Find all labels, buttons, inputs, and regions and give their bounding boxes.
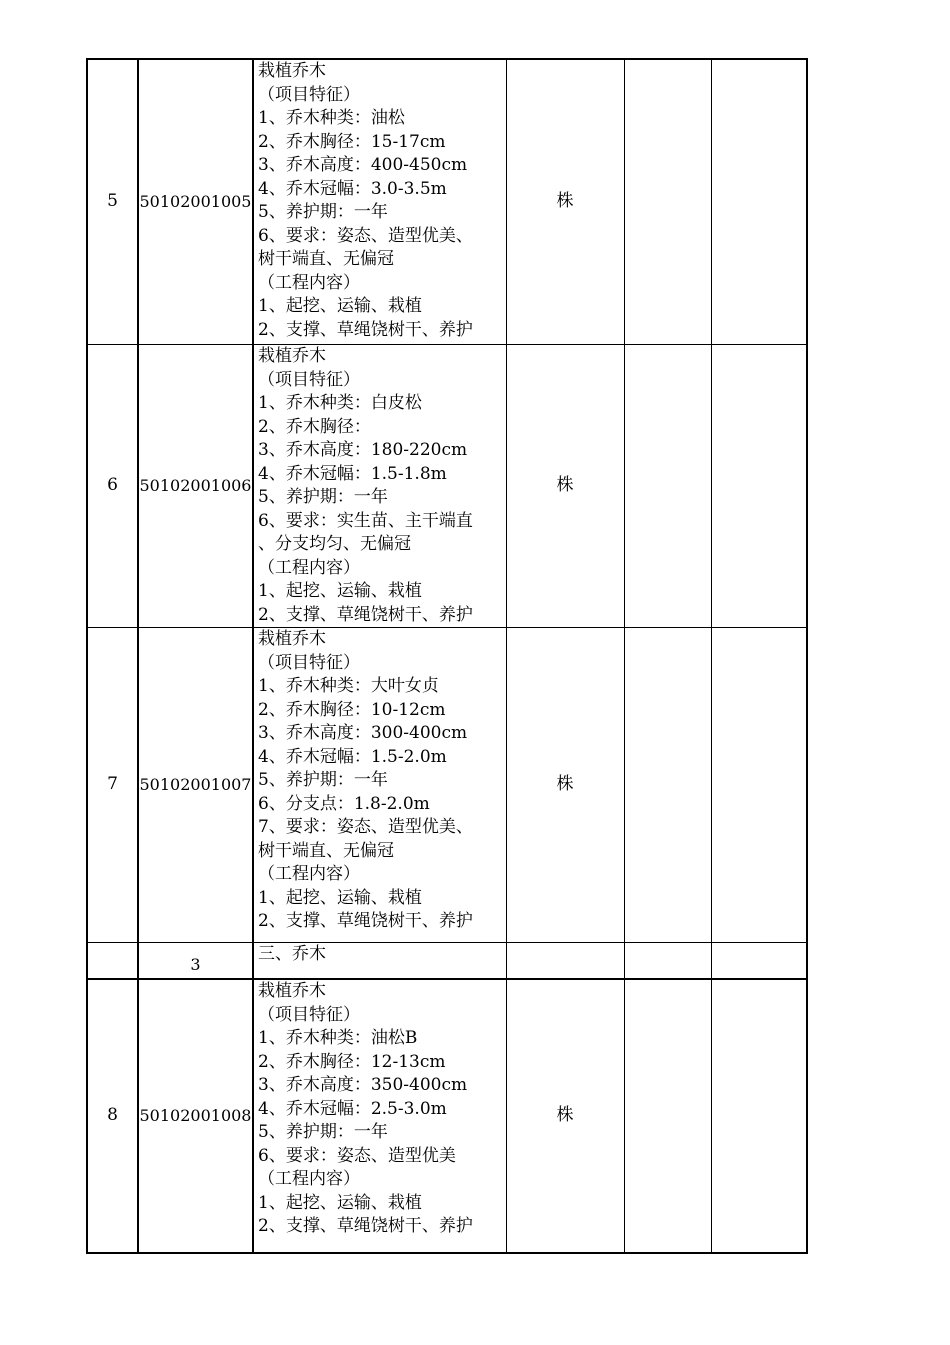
- description-line: 1、乔木种类：油松B: [258, 1028, 418, 1048]
- description-line: 1、乔木种类：油松: [258, 108, 405, 128]
- item-number-cell: [87, 943, 138, 980]
- table-body: [87, 59, 807, 1253]
- description-line: 栽植乔木: [258, 61, 326, 81]
- item-number-cell: 8: [87, 979, 138, 1253]
- description-line: 栽植乔木: [258, 981, 326, 1001]
- price-cell: [711, 628, 807, 943]
- quantity-cell: [624, 59, 711, 345]
- description-line: 1、乔木种类：大叶女贞: [258, 676, 439, 696]
- unit-cell: 株: [506, 345, 624, 628]
- description-line: （工程内容）: [258, 864, 360, 884]
- quantity-cell: [624, 628, 711, 943]
- description-line: 5、养护期：一年: [258, 1122, 388, 1142]
- description-line: 2、乔木胸径：10-12cm: [258, 699, 446, 720]
- description-line: 4、乔木冠幅：2.5-3.0m: [258, 1098, 447, 1119]
- description-line: 5、养护期：一年: [258, 770, 388, 790]
- description-line: 6、要求：实生苗、主干端直: [258, 510, 473, 531]
- unit-cell: [506, 943, 624, 980]
- item-description-cell: [253, 345, 506, 628]
- item-description-cell: [253, 628, 506, 943]
- description-line: （工程内容）: [258, 272, 360, 293]
- description-line: 6、要求：姿态、造型优美: [258, 1145, 456, 1166]
- description-line: 2、乔木胸径：15-17cm: [258, 131, 446, 152]
- description-line: 1、起挖、运输、栽植: [258, 296, 422, 316]
- description-line: 2、支撑、草绳饶树干、养护: [258, 1216, 473, 1236]
- table-row: [87, 943, 807, 980]
- quantity-cell: [624, 943, 711, 980]
- description-line: 6、分支点：1.8-2.0m: [258, 793, 430, 814]
- description-line: 、分支均匀、无偏冠: [258, 534, 411, 554]
- quantity-cell: [624, 979, 711, 1253]
- unit-cell: 株: [506, 628, 624, 943]
- unit-cell: 株: [506, 979, 624, 1253]
- price-cell: [711, 345, 807, 628]
- description-line: 3、乔木高度：300-400cm: [258, 723, 468, 743]
- table-row: [87, 628, 807, 943]
- description-line: 6、要求：姿态、造型优美、: [258, 225, 473, 246]
- bill-of-quantities-table: [86, 58, 808, 1254]
- description-line: 5、养护期：一年: [258, 202, 388, 222]
- description-line: 2、乔木胸径：: [258, 416, 371, 437]
- description-line: 栽植乔木: [258, 346, 326, 366]
- description-line: 3、乔木高度：350-400cm: [258, 1075, 468, 1095]
- item-number-cell: 7: [87, 628, 138, 943]
- item-code-cell: 50102001006: [138, 345, 253, 628]
- description-line: 2、乔木胸径：12-13cm: [258, 1051, 446, 1072]
- description-line: 4、乔木冠幅：3.0-3.5m: [258, 178, 447, 199]
- item-description-cell: [253, 979, 506, 1253]
- item-description-cell: [253, 943, 506, 980]
- description-line: 5、养护期：一年: [258, 487, 388, 507]
- description-line: （项目特征）: [258, 84, 360, 105]
- table-row: [87, 345, 807, 628]
- description-line: 1、起挖、运输、栽植: [258, 1192, 422, 1213]
- table-row: [87, 59, 807, 345]
- price-cell: [711, 59, 807, 345]
- item-number-cell: 6: [87, 345, 138, 628]
- description-line: 7、要求：姿态、造型优美、: [258, 817, 473, 837]
- description-line: 4、乔木冠幅：1.5-1.8m: [258, 463, 447, 484]
- description-line: 1、起挖、运输、栽植: [258, 581, 422, 601]
- price-cell: [711, 943, 807, 980]
- item-number-cell: 5: [87, 59, 138, 345]
- description-line: 1、乔木种类：白皮松: [258, 393, 422, 413]
- description-line: 3、乔木高度：180-220cm: [258, 440, 468, 460]
- description-line: 4、乔木冠幅：1.5-2.0m: [258, 746, 447, 767]
- unit-cell: 株: [506, 59, 624, 345]
- description-line: （工程内容）: [258, 1169, 360, 1189]
- description-line: 2、支撑、草绳饶树干、养护: [258, 911, 473, 931]
- quantity-cell: [624, 345, 711, 628]
- description-line: 3、乔木高度：400-450cm: [258, 155, 468, 175]
- description-line: （工程内容）: [258, 557, 360, 578]
- price-cell: [711, 979, 807, 1253]
- item-code-cell: 3: [138, 943, 253, 980]
- item-code-cell: 50102001005: [138, 59, 253, 345]
- item-description-cell: [253, 59, 506, 345]
- description-line: 1、起挖、运输、栽植: [258, 887, 422, 908]
- description-line: 2、支撑、草绳饶树干、养护: [258, 604, 473, 625]
- description-line: （项目特征）: [258, 652, 360, 673]
- item-code-cell: 50102001008: [138, 979, 253, 1253]
- item-code-cell: 50102001007: [138, 628, 253, 943]
- table-row: [87, 979, 807, 1253]
- description-line: 2、支撑、草绳饶树干、养护: [258, 319, 473, 340]
- description-line: 栽植乔木: [258, 629, 326, 649]
- description-line: 树干端直、无偏冠: [258, 840, 394, 861]
- description-line: 三、乔木: [258, 944, 326, 964]
- description-line: （项目特征）: [258, 369, 360, 390]
- description-line: （项目特征）: [258, 1004, 360, 1025]
- description-line: 树干端直、无偏冠: [258, 249, 394, 269]
